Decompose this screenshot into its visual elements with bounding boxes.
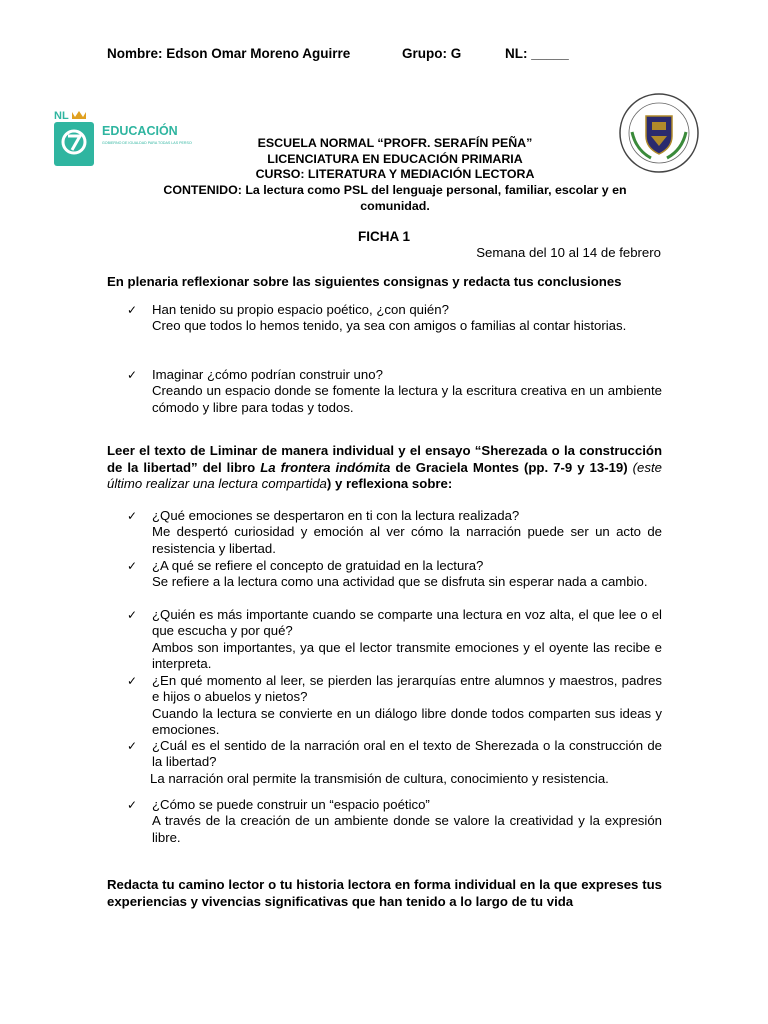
list-item <box>127 302 662 335</box>
checkmark-icon: ✓ <box>127 674 138 688</box>
checkmark-icon: ✓ <box>127 368 138 382</box>
school-seal <box>618 92 700 174</box>
checkmark-icon: ✓ <box>127 509 138 523</box>
checkmark-icon: ✓ <box>127 739 138 753</box>
list-item <box>127 367 662 416</box>
list-item <box>127 508 662 557</box>
question: ¿Qué emociones se despertaron en ti con la lectura realizada? <box>152 508 520 523</box>
content-description <box>155 183 635 214</box>
answer: Me despertó curiosidad y emoción al ver cómo la narración puede ser un acto de resistencia y libertad. <box>152 524 662 556</box>
school-seal-icon <box>618 92 700 174</box>
question: ¿Cómo se puede construir un “espacio poético” <box>152 797 430 812</box>
answer: Creando un espacio donde se fomente la lectura y la escritura creativa en un ambiente cómodo y libre para todas y todos. <box>152 383 662 415</box>
question: Imaginar ¿cómo podrían construir uno? <box>152 367 383 382</box>
logo-nl-text: NL <box>54 110 69 122</box>
checkmark-icon: ✓ <box>127 559 138 573</box>
intro-bold-part1: Leer el texto de Liminar de manera individual y el ensayo “Sherezada o la construcción de la libertad” del libro <box>107 443 662 475</box>
list-item <box>127 797 662 846</box>
list-item <box>127 558 662 591</box>
list-item <box>127 607 662 673</box>
school-name: ESCUELA NORMAL “PROFR. SERAFÍN PEÑA” <box>257 136 533 150</box>
logo-educacion-text: EDUCACIÓN <box>102 124 178 138</box>
week-date: Semana del 10 al 14 de febrero <box>476 245 661 260</box>
question: ¿Quién es más importante cuando se comparte una lectura en voz alta, el que lee o el que escucha y por qué? <box>152 607 662 639</box>
checkmark-icon: ✓ <box>127 303 138 317</box>
intro-bold-part3: ) y reflexiona sobre: <box>326 476 453 491</box>
section2-intro <box>107 443 662 493</box>
answer: Ambos son importantes, ya que el lector transmite emociones y el oyente las recibe e interpreta. <box>152 639 662 672</box>
student-nl: NL: _____ <box>505 46 569 61</box>
answer: Se refiere a la lectura como una actividad que se disfruta sin esperar nada a cambio. <box>152 574 648 590</box>
answer: La narración oral permite la transmisión de cultura, conocimiento y resistencia. <box>150 770 609 786</box>
answer: Creo que todos lo hemos tenido, ya sea con amigos o familias al contar historias. <box>152 318 627 334</box>
content-text: La lectura como PSL del lenguaje personal, familiar, escolar y en comunidad. <box>245 183 627 213</box>
degree-name: LICENCIATURA EN EDUCACIÓN PRIMARIA <box>267 152 523 166</box>
ficha-title: FICHA 1 <box>357 229 410 244</box>
answer: Cuando la lectura se convierte en un diálogo libre donde todos comparten sus ideas y emociones. <box>152 705 662 738</box>
course-name: CURSO: LITERATURA Y MEDIACIÓN LECTORA <box>255 167 535 181</box>
checkmark-icon: ✓ <box>127 798 138 812</box>
checkmark-icon: ✓ <box>127 608 138 622</box>
section1-heading: En plenaria reflexionar sobre las siguientes consignas y redacta tus conclusiones <box>107 274 622 289</box>
answer: A través de la creación de un ambiente donde se valore la creatividad y la expresión libre. <box>152 813 662 845</box>
content-label: CONTENIDO: <box>163 183 242 197</box>
list-item <box>127 673 662 739</box>
student-name: Nombre: Edson Omar Moreno Aguirre <box>107 46 351 61</box>
section3-instruction: Redacta tu camino lector o tu historia lectora en forma individual en la que expreses tus experiencias y vivencias significativas que han tenido a lo largo de tu vida <box>107 877 662 909</box>
question: ¿A qué se refiere el concepto de gratuidad en la lectura? <box>152 558 484 573</box>
intro-bold-part2: de Graciela Montes (pp. 7-9 y 13-19) <box>395 459 628 475</box>
question: ¿En qué momento al leer, se pierden las jerarquías entre alumnos y maestros, padres e hijos o abuelos y nietos? <box>152 673 662 705</box>
student-group: Grupo: G <box>402 46 462 61</box>
question: Han tenido su propio espacio poético, ¿con quién? <box>152 302 449 317</box>
book-title: La frontera indómita <box>260 459 391 475</box>
list-item <box>127 738 662 787</box>
question: ¿Cuál es el sentido de la narración oral en el texto de Sherezada o la construcción de la libertad? <box>152 738 662 770</box>
logo-subtitle-text: GOBIERNO DE IGUALDAD PARA TODAS LAS PERSONAS <box>102 141 192 145</box>
intro-italic-note: (este último realizar una lectura compartida <box>107 459 662 491</box>
